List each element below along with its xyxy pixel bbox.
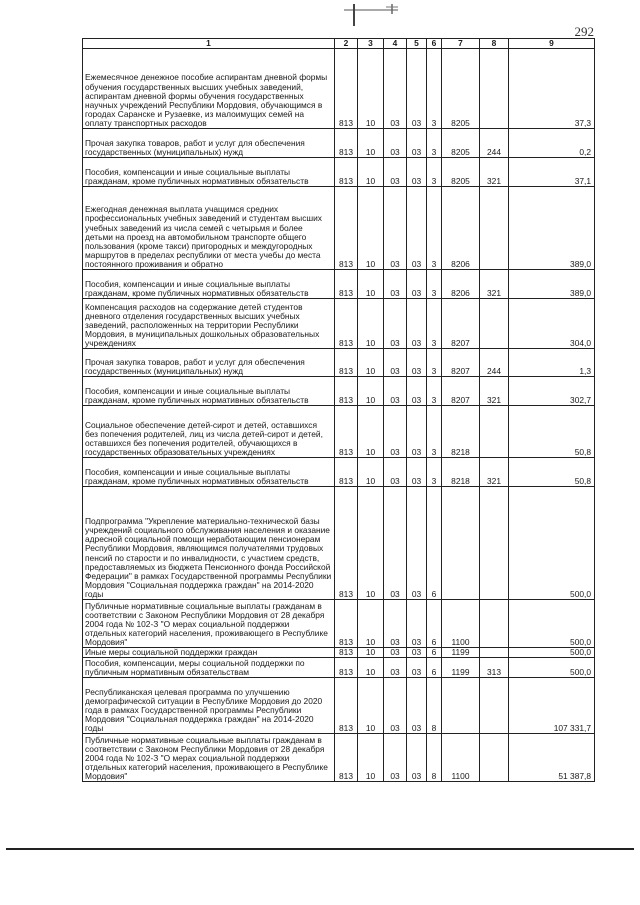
cell-target-article: 8205 xyxy=(442,158,480,187)
cell-amount: 51 387,8 xyxy=(509,734,595,782)
cell-description: Социальное обеспечение детей-сирот и детей, оставшихся без попечения родителей, лиц из числа детей-сирот и детей, оставшихся без попечения родителей, обучающихся в государственных образовательных учреждениях xyxy=(83,406,335,458)
table-row xyxy=(83,600,595,648)
cell-admin-code: 813 xyxy=(335,600,358,648)
column-header: 9 xyxy=(509,39,595,49)
cell-expense-type xyxy=(480,734,509,782)
cell-subsection: 03 xyxy=(384,49,407,129)
cell-expense-type xyxy=(480,487,509,600)
cell-expense-type xyxy=(480,187,509,270)
cell-subprogram: 3 xyxy=(427,129,442,158)
table-row xyxy=(83,406,595,458)
cell-section: 10 xyxy=(358,158,384,187)
cell-target-article: 8206 xyxy=(442,187,480,270)
cell-admin-code: 813 xyxy=(335,678,358,734)
binding-mark xyxy=(340,4,402,26)
cell-description: Прочая закупка товаров, работ и услуг для обеспечения государственных (муниципальных) нужд xyxy=(83,349,335,377)
cell-admin-code: 813 xyxy=(335,648,358,658)
cell-subsection: 03 xyxy=(384,349,407,377)
cell-expense-type xyxy=(480,600,509,648)
column-header: 8 xyxy=(480,39,509,49)
cell-admin-code: 813 xyxy=(335,734,358,782)
column-header: 7 xyxy=(442,39,480,49)
cell-section: 10 xyxy=(358,299,384,349)
cell-program: 03 xyxy=(407,349,427,377)
cell-section: 10 xyxy=(358,678,384,734)
cell-subsection: 03 xyxy=(384,299,407,349)
cell-subsection: 03 xyxy=(384,187,407,270)
cell-section: 10 xyxy=(358,487,384,600)
cell-admin-code: 813 xyxy=(335,349,358,377)
cell-section: 10 xyxy=(358,406,384,458)
cell-program: 03 xyxy=(407,270,427,299)
cell-admin-code: 813 xyxy=(335,377,358,406)
cell-target-article: 8205 xyxy=(442,129,480,158)
budget-table xyxy=(82,38,595,782)
table-row xyxy=(83,158,595,187)
cell-admin-code: 813 xyxy=(335,487,358,600)
cell-subprogram: 3 xyxy=(427,377,442,406)
cell-description: Ежегодная денежная выплата учащимся средних профессиональных учебных заведений и студентам высших учебных заведений из числа семей с четырьмя и более детьми на проезд на автомобильном транспорте общего пользования (кроме такси) пригородных и междугородных маршрутов в пределах республики от места учебы до места постоянного проживания и обратно xyxy=(83,187,335,270)
cell-target-article: 1100 xyxy=(442,734,480,782)
cell-program: 03 xyxy=(407,406,427,458)
cell-program: 03 xyxy=(407,487,427,600)
cell-description: Ежемесячное денежное пособие аспирантам дневной формы обучения государственных высших учебных заведений, аспирантам дневной формы обучения государственных научных учреждений Республики Мордовия, обучающимся в городах Саранске и Рузаевке, из малоимущих семей на оплату транспортных расходов xyxy=(83,49,335,129)
cell-program: 03 xyxy=(407,299,427,349)
cell-subprogram: 6 xyxy=(427,600,442,648)
cell-amount: 37,3 xyxy=(509,49,595,129)
cell-expense-type: 244 xyxy=(480,129,509,158)
cell-subsection: 03 xyxy=(384,658,407,678)
cell-subprogram: 3 xyxy=(427,49,442,129)
cell-target-article: 8218 xyxy=(442,458,480,487)
cell-section: 10 xyxy=(358,458,384,487)
cell-section: 10 xyxy=(358,187,384,270)
cell-amount: 302,7 xyxy=(509,377,595,406)
cell-program: 03 xyxy=(407,458,427,487)
table-row xyxy=(83,270,595,299)
cell-subprogram: 6 xyxy=(427,648,442,658)
cell-description: Публичные нормативные социальные выплаты гражданам в соответствии с Законом Республики Мордовия от 28 декабря 2004 года № 102-З "О мерах социальной поддержки отдельных категорий населения, проживающего в Республике Мордовия" xyxy=(83,734,335,782)
cell-subsection: 03 xyxy=(384,377,407,406)
cell-expense-type: 321 xyxy=(480,377,509,406)
cell-amount: 500,0 xyxy=(509,487,595,600)
cell-admin-code: 813 xyxy=(335,270,358,299)
table-row xyxy=(83,349,595,377)
cell-target-article xyxy=(442,487,480,600)
cell-subprogram: 3 xyxy=(427,299,442,349)
cell-section: 10 xyxy=(358,377,384,406)
cell-section: 10 xyxy=(358,49,384,129)
table-row xyxy=(83,49,595,129)
cell-program: 03 xyxy=(407,648,427,658)
cell-expense-type: 321 xyxy=(480,458,509,487)
table-row xyxy=(83,129,595,158)
cell-program: 03 xyxy=(407,377,427,406)
cell-expense-type: 313 xyxy=(480,658,509,678)
table-row xyxy=(83,377,595,406)
cell-amount: 107 331,7 xyxy=(509,678,595,734)
cell-admin-code: 813 xyxy=(335,406,358,458)
cell-description: Иные меры социальной поддержки граждан xyxy=(83,648,335,658)
cell-description: Пособия, компенсации и иные социальные выплаты гражданам, кроме публичных нормативных обязательств xyxy=(83,458,335,487)
cell-subprogram: 3 xyxy=(427,270,442,299)
cell-amount: 500,0 xyxy=(509,648,595,658)
cell-subprogram: 6 xyxy=(427,658,442,678)
cell-description: Компенсация расходов на содержание детей студентов дневного отделения государственных высших учебных заведений, расположенных на территории Республики Мордовия, в муниципальных дошкольных образовательных учреждениях xyxy=(83,299,335,349)
cell-subsection: 03 xyxy=(384,406,407,458)
cell-subprogram: 3 xyxy=(427,349,442,377)
cell-expense-type xyxy=(480,49,509,129)
cell-expense-type: 244 xyxy=(480,349,509,377)
cell-expense-type: 321 xyxy=(480,270,509,299)
table-row xyxy=(83,678,595,734)
cell-subsection: 03 xyxy=(384,678,407,734)
cell-target-article: 1199 xyxy=(442,658,480,678)
cell-subprogram: 8 xyxy=(427,678,442,734)
cell-section: 10 xyxy=(358,270,384,299)
cell-section: 10 xyxy=(358,129,384,158)
cell-description: Пособия, компенсации, меры социальной поддержки по публичным нормативным обязательствам xyxy=(83,658,335,678)
cell-subsection: 03 xyxy=(384,129,407,158)
cell-admin-code: 813 xyxy=(335,299,358,349)
table-row xyxy=(83,734,595,782)
cell-admin-code: 813 xyxy=(335,158,358,187)
cell-expense-type xyxy=(480,648,509,658)
cell-amount: 389,0 xyxy=(509,187,595,270)
page-number: 292 xyxy=(574,24,594,39)
cell-program: 03 xyxy=(407,658,427,678)
cell-program: 03 xyxy=(407,600,427,648)
cell-program: 03 xyxy=(407,129,427,158)
cell-subprogram: 3 xyxy=(427,158,442,187)
page-bottom-rule xyxy=(6,848,634,850)
column-header: 5 xyxy=(407,39,427,49)
cell-subprogram: 6 xyxy=(427,487,442,600)
cell-subsection: 03 xyxy=(384,734,407,782)
table-row xyxy=(83,187,595,270)
cell-section: 10 xyxy=(358,658,384,678)
column-header: 6 xyxy=(427,39,442,49)
cell-target-article xyxy=(442,678,480,734)
cell-admin-code: 813 xyxy=(335,129,358,158)
cell-section: 10 xyxy=(358,734,384,782)
cell-program: 03 xyxy=(407,678,427,734)
table-row xyxy=(83,658,595,678)
cell-section: 10 xyxy=(358,600,384,648)
cell-description: Пособия, компенсации и иные социальные выплаты гражданам, кроме публичных нормативных обязательств xyxy=(83,158,335,187)
table-row xyxy=(83,299,595,349)
cell-description: Подпрограмма "Укрепление материально-технической базы учреждений социального обслуживания населения и оказание адресной социальной помощи неработающим пенсионерам Республики Мордовия, являющимся получателями трудовых пенсий по старости и по инвалидности, с участием средств, предоставляемых из бюджета Пенсионного фонда Российской Федерации" в рамках Государственной программы Республики Мордовия "Социальная поддержка граждан" на 2014-2020 годы xyxy=(83,487,335,600)
cell-target-article: 8207 xyxy=(442,299,480,349)
column-header: 4 xyxy=(384,39,407,49)
cell-admin-code: 813 xyxy=(335,458,358,487)
cell-expense-type xyxy=(480,678,509,734)
cell-subsection: 03 xyxy=(384,487,407,600)
cell-amount: 1,3 xyxy=(509,349,595,377)
cell-expense-type xyxy=(480,299,509,349)
cell-expense-type xyxy=(480,406,509,458)
cell-amount: 50,8 xyxy=(509,406,595,458)
cell-program: 03 xyxy=(407,734,427,782)
cell-subprogram: 3 xyxy=(427,406,442,458)
cell-amount: 50,8 xyxy=(509,458,595,487)
cell-program: 03 xyxy=(407,187,427,270)
cell-amount: 37,1 xyxy=(509,158,595,187)
cell-admin-code: 813 xyxy=(335,49,358,129)
cell-description: Пособия, компенсации и иные социальные выплаты гражданам, кроме публичных нормативных обязательств xyxy=(83,377,335,406)
cell-subprogram: 3 xyxy=(427,458,442,487)
cell-subprogram: 3 xyxy=(427,187,442,270)
cell-target-article: 8206 xyxy=(442,270,480,299)
cell-description: Республиканская целевая программа по улучшению демографической ситуации в Республике Мордовия до 2020 года в рамках Государственной программы Республики Мордовия "Социальная поддержка граждан" на 2014-2020 годы xyxy=(83,678,335,734)
cell-admin-code: 813 xyxy=(335,658,358,678)
cell-section: 10 xyxy=(358,349,384,377)
cell-target-article: 8207 xyxy=(442,349,480,377)
cell-target-article: 8205 xyxy=(442,49,480,129)
cell-subsection: 03 xyxy=(384,648,407,658)
cell-amount: 0,2 xyxy=(509,129,595,158)
cell-amount: 389,0 xyxy=(509,270,595,299)
cell-description: Пособия, компенсации и иные социальные выплаты гражданам, кроме публичных нормативных обязательств xyxy=(83,270,335,299)
cell-subsection: 03 xyxy=(384,458,407,487)
cell-section: 10 xyxy=(358,648,384,658)
cell-subsection: 03 xyxy=(384,158,407,187)
cell-subsection: 03 xyxy=(384,270,407,299)
table-row xyxy=(83,487,595,600)
cell-expense-type: 321 xyxy=(480,158,509,187)
table-row xyxy=(83,458,595,487)
cell-amount: 304,0 xyxy=(509,299,595,349)
cell-program: 03 xyxy=(407,158,427,187)
cell-target-article: 8218 xyxy=(442,406,480,458)
cell-target-article: 8207 xyxy=(442,377,480,406)
header-row xyxy=(83,39,595,49)
column-header: 2 xyxy=(335,39,358,49)
cell-admin-code: 813 xyxy=(335,187,358,270)
cell-description: Публичные нормативные социальные выплаты гражданам в соответствии с Законом Республики Мордовия от 28 декабря 2004 года № 102-З "О мерах социальной поддержки отдельных категорий населения, проживающего в Республике Мордовия" xyxy=(83,600,335,648)
cell-description: Прочая закупка товаров, работ и услуг для обеспечения государственных (муниципальных) нужд xyxy=(83,129,335,158)
cell-target-article: 1199 xyxy=(442,648,480,658)
cell-program: 03 xyxy=(407,49,427,129)
table-row xyxy=(83,648,595,658)
cell-target-article: 1100 xyxy=(442,600,480,648)
column-header: 1 xyxy=(83,39,335,49)
cell-subprogram: 8 xyxy=(427,734,442,782)
cell-amount: 500,0 xyxy=(509,658,595,678)
cell-subsection: 03 xyxy=(384,600,407,648)
column-header: 3 xyxy=(358,39,384,49)
cell-amount: 500,0 xyxy=(509,600,595,648)
